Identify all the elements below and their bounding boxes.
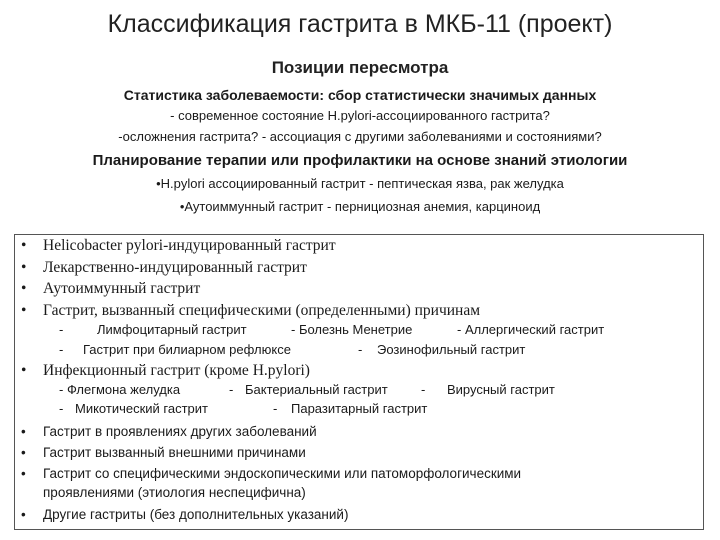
sub-item: - Флегмона желудка <box>59 382 181 397</box>
therapy-line-2: •Аутоиммунный гастрит - пернициозная анемия, карциноид <box>179 199 541 214</box>
slide-title: Классификация гастрита в МКБ-11 (проект) <box>107 10 613 38</box>
sub-item: Эозинофильный гастрит <box>377 342 526 357</box>
sub-dash: - <box>59 322 64 337</box>
bullet-icon: • <box>21 280 27 297</box>
list-item-label: Гастрит вызванный внешними причинами <box>43 445 306 460</box>
bullet-icon: • <box>21 466 26 481</box>
sub-item: Микотический гастрит <box>75 401 208 416</box>
sub-item: Бактериальный гастрит <box>245 382 388 397</box>
therapy-heading: Планирование терапии или профилактики на основе знаний этиологии <box>92 152 628 169</box>
classification-box <box>14 234 704 530</box>
bullet-icon: • <box>21 237 27 254</box>
sub-dash: - <box>229 382 234 397</box>
bullet-icon: • <box>21 302 27 319</box>
sub-item: Гастрит при билиарном рефлюксе <box>83 342 291 357</box>
list-item-label: Аутоиммунный гастрит <box>43 280 201 297</box>
list-item-label: Лекарственно-индуцированный гастрит <box>43 259 307 276</box>
bullet-icon: • <box>21 259 27 276</box>
bullet-icon: • <box>21 507 26 522</box>
list-item-label: Helicobacter pylori-индуцированный гастрит <box>43 237 336 254</box>
stats-heading: Статистика заболеваемости: сбор статистически значимых данных <box>123 87 597 103</box>
list-item-label: проявлениями (этиология неспецифична) <box>43 485 306 500</box>
list-item-label: Гастрит со специфическими эндоскопическими или патоморфологическими <box>43 466 522 481</box>
sub-item: Лимфоцитарный гастрит <box>97 322 247 337</box>
list-item-label: Другие гастриты (без дополнительных указаний) <box>43 507 349 522</box>
sub-item: - Аллергический гастрит <box>457 322 605 337</box>
bullet-icon: • <box>21 424 26 439</box>
stats-line-1: - современное состояние H.pylori-ассоциированного гастрита? <box>170 108 550 123</box>
stats-line-2: -осложнения гастрита? - ассоциация с другими заболеваниями и состояниями? <box>118 129 602 144</box>
list-item-label: Инфекционный гастрит (кроме H.pylori) <box>43 362 310 379</box>
sub-dash: - <box>59 342 64 357</box>
therapy-line-1: •H.pylori ассоциированный гастрит - пептическая язва, рак желудка <box>156 176 564 191</box>
sub-dash: - <box>421 382 426 397</box>
sub-dash: - <box>273 401 278 416</box>
sub-item: - Болезнь Менетрие <box>291 322 413 337</box>
slide-subtitle: Позиции пересмотра <box>271 58 449 77</box>
sub-item: Вирусный гастрит <box>447 382 555 397</box>
list-item-label: Гастрит в проявлениях других заболеваний <box>43 424 317 439</box>
bullet-icon: • <box>21 362 27 379</box>
bullet-icon: • <box>21 445 26 460</box>
sub-dash: - <box>59 401 64 416</box>
list-item-label: Гастрит, вызванный специфическими (определенными) причинам <box>43 302 481 319</box>
sub-item: Паразитарный гастрит <box>291 401 428 416</box>
sub-dash: - <box>358 342 363 357</box>
